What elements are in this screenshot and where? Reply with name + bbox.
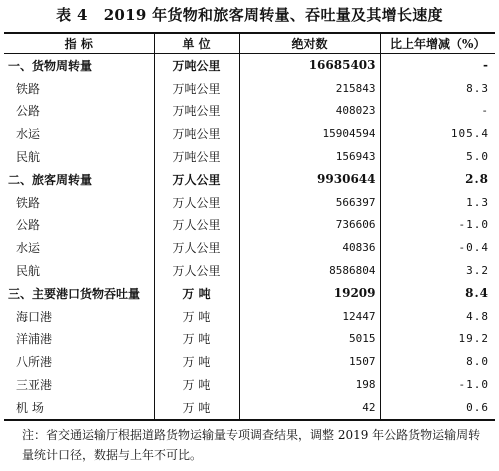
table-row [4,396,495,420]
row-unit: 万吨公里 [154,77,239,100]
row-unit: 万 吨 [154,328,239,351]
header-unit: 单 位 [154,33,239,54]
row-growth: - [481,104,489,118]
row-absolute: 40836 [239,236,380,259]
row-name: 海口港 [4,305,154,328]
row-name: 洋浦港 [4,328,154,351]
row-absolute: 5015 [239,328,380,351]
table-row [4,282,495,305]
table-row [4,350,495,373]
row-growth: 0.6 [380,396,495,420]
row-unit: 万吨公里 [154,145,239,168]
row-absolute: 12447 [239,305,380,328]
row-name: 机 场 [4,396,154,420]
row-growth: 5.0 [466,150,489,164]
table-row [4,236,495,259]
table-row [4,122,495,145]
row-growth: 2.8 [465,172,489,187]
table-row [4,145,495,168]
row-absolute: 8586804 [239,259,380,282]
row-unit: 万吨公里 [154,100,239,123]
row-name: 三、主要港口货物吞吐量 [4,282,154,305]
row-growth: 3.2 [466,264,489,278]
row-absolute: 42 [239,396,380,420]
row-unit: 万人公里 [154,236,239,259]
header-row [4,33,495,54]
row-name: 铁路 [4,77,154,100]
row-name: 八所港 [4,350,154,373]
row-growth: -1.0 [458,378,489,392]
row-unit: 万 吨 [154,396,239,420]
header-indicator: 指 标 [4,33,154,54]
header-absolute: 绝对数 [239,33,380,54]
row-name: 铁路 [4,191,154,214]
table-number: 表 4 [56,6,88,24]
row-growth: 105.4 [450,127,489,141]
row-growth: 1.3 [466,195,489,209]
table-title-text: 2019 年货物和旅客周转量、吞吐量及其增长速度 [103,6,443,24]
row-growth: 8.4 [465,286,489,301]
row-unit: 万人公里 [154,214,239,237]
row-absolute: 1507 [239,350,380,373]
row-absolute: 215843 [239,77,380,100]
table-title [0,4,499,25]
row-unit: 万 吨 [154,305,239,328]
row-unit: 万人公里 [154,191,239,214]
freight-passenger-table [4,32,495,421]
header-growth: 比上年增减（%） [380,33,495,54]
table-row [4,168,495,191]
row-absolute: 408023 [239,100,380,123]
row-unit: 万 吨 [154,282,239,305]
row-absolute: 16685403 [239,54,380,77]
row-absolute: 198 [239,373,380,396]
row-name: 民航 [4,145,154,168]
table-row [4,259,495,282]
row-growth: - [483,58,489,73]
row-growth: 8.0 [466,355,489,369]
row-growth: 4.8 [466,309,489,323]
row-unit: 万人公里 [154,259,239,282]
row-name: 水运 [4,236,154,259]
row-name: 公路 [4,100,154,123]
table-row [4,191,495,214]
row-growth: 8.3 [466,81,489,95]
row-unit: 万吨公里 [154,54,239,77]
row-name: 水运 [4,122,154,145]
table-row [4,77,495,100]
table-row [4,305,495,328]
table-row [4,100,495,123]
table-row [4,54,495,77]
row-absolute: 9930644 [239,168,380,191]
row-unit: 万人公里 [154,168,239,191]
row-name: 二、旅客周转量 [4,168,154,191]
row-growth: -1.0 [458,218,489,232]
row-absolute: 736606 [239,214,380,237]
table-footnote: 注：省交通运输厅根据道路货物运输量专项调查结果，调整 2019 年公路货物运输周转量统计口径，数据与上年不可比。 [22,428,481,462]
row-name: 公路 [4,214,154,237]
row-name: 三亚港 [4,373,154,396]
row-growth: 19.2 [458,332,489,346]
table-row [4,373,495,396]
row-absolute: 19209 [239,282,380,305]
row-growth: -0.4 [458,241,489,255]
row-unit: 万 吨 [154,350,239,373]
row-unit: 万 吨 [154,373,239,396]
row-absolute: 156943 [239,145,380,168]
table-row [4,214,495,237]
table-row [4,328,495,351]
row-unit: 万吨公里 [154,122,239,145]
row-name: 一、货物周转量 [4,54,154,77]
row-name: 民航 [4,259,154,282]
row-absolute: 566397 [239,191,380,214]
row-absolute: 15904594 [239,122,380,145]
